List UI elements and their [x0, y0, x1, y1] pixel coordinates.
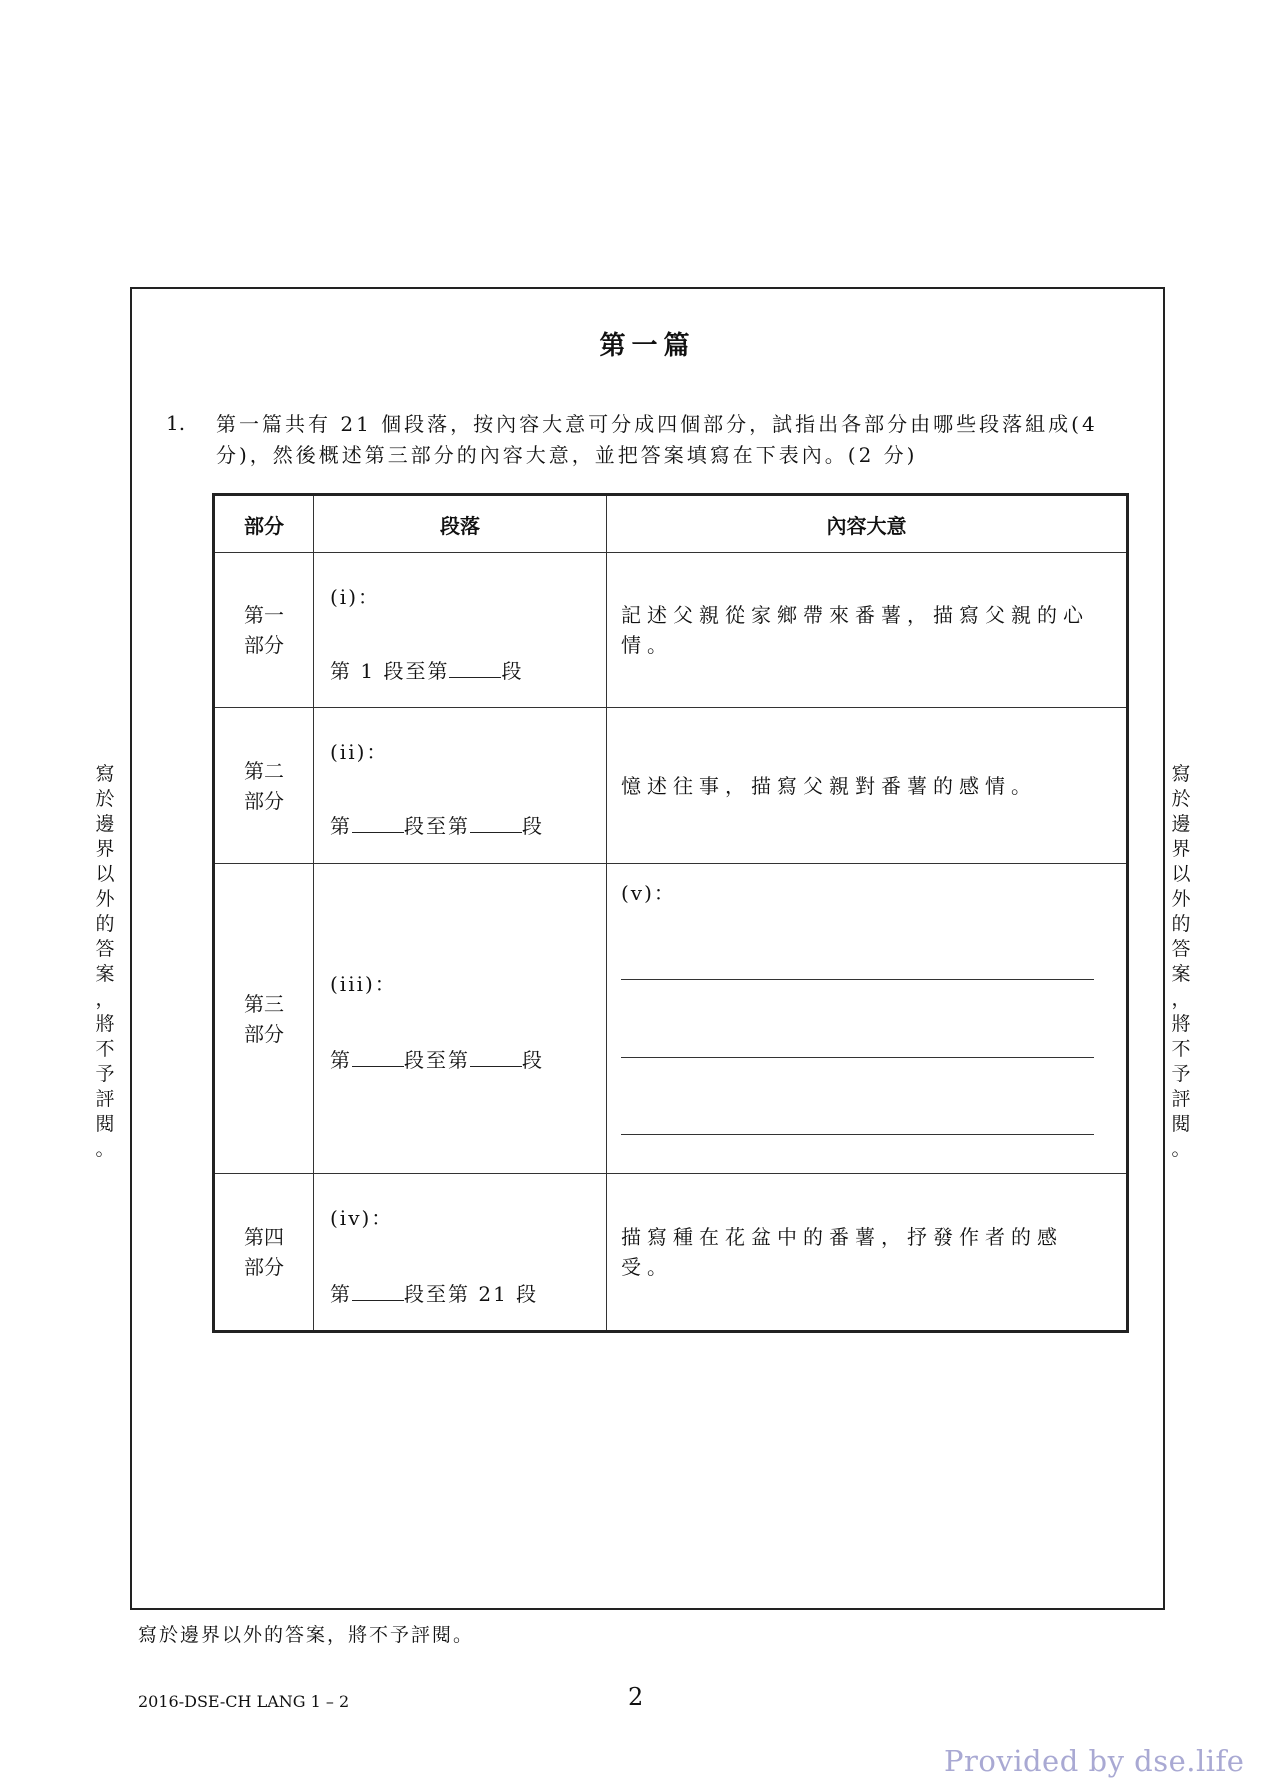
table-header-row — [214, 495, 1128, 553]
content-cell — [607, 708, 1128, 864]
item-label: (iii)： — [330, 972, 397, 996]
item-label: (iv)： — [330, 1206, 394, 1230]
page-number: 2 — [628, 1683, 644, 1711]
part-name: 第四 部分 — [244, 1225, 284, 1279]
left-margin-note: 寫 於 邊 界 以 外 的 答 案 ， 將 不 予 評 閱 。 — [95, 763, 115, 1160]
paragraph-cell — [314, 553, 607, 708]
section-title: 第一篇 — [599, 331, 696, 361]
question-text: 第一篇共有 21 個段落，按內容大意可分成四個部分，試指出各部分由哪些段落組成(4 分)，然後概述第三部分的內容大意，並把答案填寫在下表內。(2 分) — [216, 412, 1098, 467]
part-label — [214, 1174, 314, 1332]
answer-frame — [130, 287, 1165, 1610]
part-label — [214, 864, 314, 1174]
right-margin-note: 寫 於 邊 界 以 外 的 答 案 ， 將 不 予 評 閱 。 — [1171, 763, 1191, 1160]
range-suffix: 段 — [522, 1048, 544, 1072]
header-content: 內容大意 — [607, 495, 1128, 553]
table-row — [214, 1174, 1128, 1332]
paragraph-cell — [314, 708, 607, 864]
content-cell — [607, 553, 1128, 708]
range-mid: 段至第 — [404, 1048, 470, 1072]
answer-line[interactable] — [621, 1057, 1094, 1058]
paragraph-range — [330, 1278, 538, 1307]
header-paragraphs: 段落 — [314, 495, 607, 553]
part-name: 第三 部分 — [244, 991, 284, 1046]
answer-line[interactable] — [621, 1134, 1094, 1135]
paragraph-blank[interactable] — [449, 659, 501, 678]
answer-line[interactable] — [621, 979, 1094, 980]
paragraph-range — [330, 1044, 544, 1073]
range-suffix: 段 — [501, 659, 524, 683]
part-label — [214, 553, 314, 708]
content-text: 描寫種在花盆中的番薯，抒發作者的感受。 — [621, 1225, 1063, 1279]
range-mid: 段至第 — [404, 814, 470, 838]
answer-table — [212, 493, 1129, 1333]
paragraph-cell — [314, 1174, 607, 1332]
item-label: (v)： — [621, 881, 676, 905]
content-text: 記述父親從家鄉帶來番薯，描寫父親的心情。 — [621, 603, 1089, 657]
watermark: Provided by dse.life — [944, 1744, 1245, 1778]
question-number: 1. — [166, 411, 186, 435]
range-prefix: 第 1 段至第 — [330, 659, 450, 683]
paragraph-range — [330, 655, 523, 684]
table-row — [214, 708, 1128, 864]
item-label: (i)： — [330, 585, 381, 609]
header-part: 部分 — [214, 495, 314, 553]
range-prefix: 第 — [330, 1282, 352, 1306]
table-row — [214, 864, 1128, 1174]
table-row — [214, 553, 1128, 708]
part-label — [214, 708, 314, 864]
paragraph-range — [330, 810, 544, 839]
part-name: 第二 部分 — [244, 758, 284, 813]
content-text: 憶述往事，描寫父親對番薯的感情。 — [621, 773, 1037, 798]
content-cell — [607, 1174, 1128, 1332]
part-name: 第一 部分 — [244, 603, 284, 657]
paper-code: 2016-DSE-CH LANG 1 – 2 — [138, 1692, 350, 1711]
item-label: (ii)： — [330, 740, 389, 764]
content-cell — [607, 864, 1128, 1174]
paragraph-blank[interactable] — [352, 814, 404, 833]
bottom-margin-note: 寫於邊界以外的答案，將不予評閱。 — [138, 1624, 475, 1646]
range-suffix: 段 — [522, 814, 544, 838]
paragraph-blank[interactable] — [352, 1048, 404, 1067]
range-prefix: 第 — [330, 814, 352, 838]
paragraph-blank[interactable] — [352, 1282, 404, 1301]
paragraph-blank[interactable] — [470, 814, 522, 833]
range-suffix: 段至第 21 段 — [404, 1282, 539, 1306]
paragraph-blank[interactable] — [470, 1048, 522, 1067]
range-prefix: 第 — [330, 1048, 352, 1072]
paragraph-cell — [314, 864, 607, 1174]
